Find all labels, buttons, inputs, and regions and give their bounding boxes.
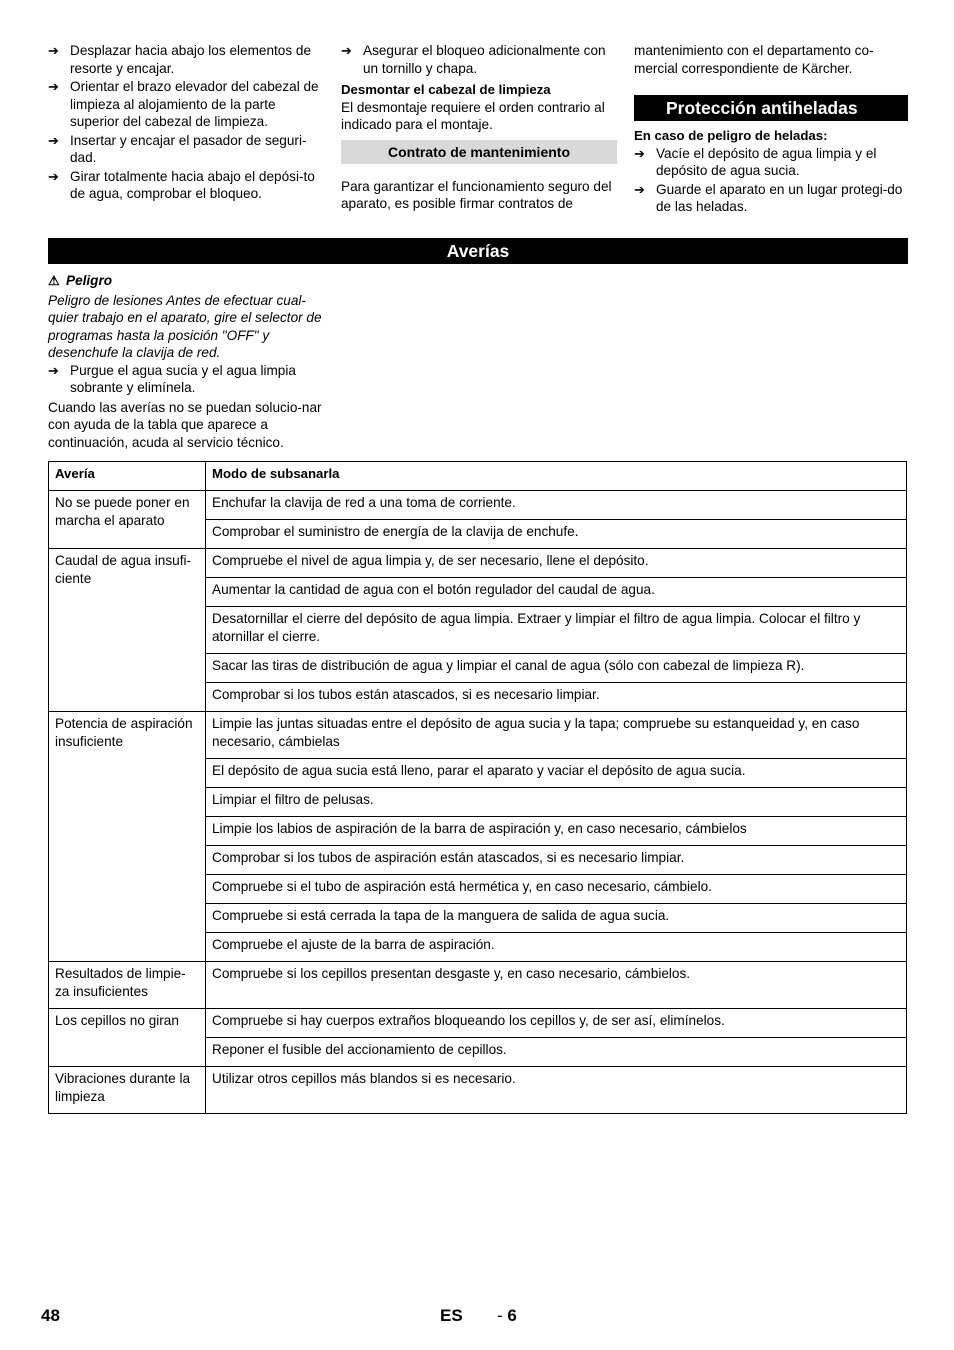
remedy-cell: Compruebe si el tubo de aspiración está hermética y, en caso necesario, cámbielo. xyxy=(206,875,907,904)
averias-note: Cuando las averías no se puedan solucio-nar con ayuda de la tabla que aparece a continuación, acuda al servicio técnico. xyxy=(48,399,322,450)
table-row xyxy=(49,1009,907,1038)
table-row xyxy=(49,491,907,520)
column-3 xyxy=(634,42,908,217)
fault-cell: No se puede poner en marcha el aparato xyxy=(49,491,206,549)
contrato-text-continued: mantenimiento con el departamento co-mercial correspondiente de Kärcher. xyxy=(634,43,874,76)
table-row xyxy=(49,712,907,759)
sub-page-number xyxy=(497,1307,517,1325)
language-code: ES xyxy=(440,1306,463,1325)
table-body xyxy=(49,491,907,1114)
arrow-right-icon: ➔ xyxy=(48,79,59,94)
arrow-right-icon: ➔ xyxy=(341,43,352,58)
table-row xyxy=(49,549,907,578)
list-item: ➔ Vacíe el depósito de agua limpia y el depósito de agua sucia. xyxy=(634,145,877,178)
averias-intro xyxy=(48,272,328,451)
list-item: ➔ Girar totalmente hacia abajo el depósi-to de agua, comprobar el bloqueo. xyxy=(48,168,315,201)
fault-cell: Resultados de limpie-za insuficientes xyxy=(49,962,206,1009)
column-1 xyxy=(48,42,322,204)
list-item: ➔ Purgue el agua sucia y el agua limpia sobrante y elimínela. xyxy=(48,362,296,395)
remedy-cell: Comprobar el suministro de energía de la clavija de enchufe. xyxy=(206,520,907,549)
remedy-cell: Limpie los labios de aspiración de la barra de aspiración y, en caso necesario, cámbielos xyxy=(206,817,907,846)
sub-page-value: 6 xyxy=(507,1306,517,1325)
arrow-right-icon: ➔ xyxy=(634,145,645,161)
remedy-cell: Aumentar la cantidad de agua con el botón regulador del caudal de agua. xyxy=(206,578,907,607)
warning-text: Peligro de lesiones Antes de efectuar cual-quier trabajo en el aparato, gire el selector de programas hasta la posición "OFF" y desenchufe la clavija de red. xyxy=(48,292,322,360)
remedy-cell: Compruebe el ajuste de la barra de aspiración. xyxy=(206,933,907,962)
list-item: ➔ Insertar y encajar el pasador de seguri-dad. xyxy=(48,132,307,165)
table-header-row xyxy=(49,462,907,491)
desmontaje-text: El desmontaje requiere el orden contrario al indicado para el montaje. xyxy=(341,99,605,132)
warning-label: Peligro xyxy=(66,273,113,288)
warning-header xyxy=(48,272,328,290)
fault-cell: Potencia de aspiración insuficiente xyxy=(49,712,206,962)
remedy-cell: Compruebe si está cerrada la tapa de la manguera de salida de agua sucia. xyxy=(206,904,907,933)
remedy-cell: Limpiar el filtro de pelusas. xyxy=(206,788,907,817)
remedy-cell: Sacar las tiras de distribución de agua y limpiar el canal de agua (sólo con cabezal de limpieza R). xyxy=(206,654,907,683)
arrow-right-icon: ➔ xyxy=(48,168,59,184)
fault-cell: Caudal de agua insufi-ciente xyxy=(49,549,206,712)
arrow-right-icon: ➔ xyxy=(48,43,59,58)
list-item: ➔ Desplazar hacia abajo los elementos de resorte y encajar. xyxy=(48,43,312,76)
remedy-cell: Limpie las juntas situadas entre el depósito de agua sucia y la tapa; compruebe su estanqueidad y, en caso necesario, cámbielas xyxy=(206,712,907,759)
list-item: ➔ Orientar el brazo elevador del cabezal de limpieza al alojamiento de la parte superior del cabezal de limpieza. xyxy=(48,79,319,129)
column-header-fault: Avería xyxy=(49,462,206,491)
contrato-text: Para garantizar el funcionamiento seguro del aparato, es posible firmar contratos de xyxy=(341,178,612,211)
fault-cell: Los cepillos no giran xyxy=(49,1009,206,1067)
remedy-cell: Reponer el fusible del accionamiento de cepillos. xyxy=(206,1038,907,1067)
remedy-cell: Comprobar si los tubos están atascados, si es necesario limpiar. xyxy=(206,683,907,712)
section-title-proteccion: Protección antiheladas xyxy=(634,95,908,121)
section-title-averias: Averías xyxy=(48,238,908,264)
warning-triangle-icon: ⚠ xyxy=(48,273,60,288)
arrow-right-icon: ➔ xyxy=(634,181,645,197)
remedy-cell: Enchufar la clavija de red a una toma de corriente. xyxy=(206,491,907,520)
remedy-cell: Comprobar si los tubos de aspiración están atascados, si es necesario limpiar. xyxy=(206,846,907,875)
table-row xyxy=(49,1067,907,1114)
list-item: ➔ Guarde el aparato en un lugar protegi-do de las heladas. xyxy=(634,181,903,214)
column-2 xyxy=(341,42,617,213)
page-dash: - xyxy=(497,1306,503,1325)
troubleshooting-table xyxy=(48,461,907,1114)
arrow-right-icon: ➔ xyxy=(48,132,59,148)
arrow-right-icon: ➔ xyxy=(48,362,59,378)
remedy-cell: Compruebe si los cepillos presentan desgaste y, en caso necesario, cámbielos. xyxy=(206,962,907,1009)
subheading-heladas: En caso de peligro de heladas: xyxy=(634,128,828,143)
table-row xyxy=(49,962,907,1009)
remedy-cell: Desatornillar el cierre del depósito de agua limpia. Extraer y limpiar el filtro de agua limpia. Colocar el filtro y atornillar el cierre. xyxy=(206,607,907,654)
remedy-cell: Utilizar otros cepillos más blandos si es necesario. xyxy=(206,1067,907,1114)
section-title-contrato: Contrato de mantenimiento xyxy=(341,140,617,164)
fault-cell: Vibraciones durante la limpieza xyxy=(49,1067,206,1114)
remedy-cell: Compruebe el nivel de agua limpia y, de ser necesario, llene el depósito. xyxy=(206,549,907,578)
page-number: 48 xyxy=(41,1306,60,1325)
column-header-remedy: Modo de subsanarla xyxy=(206,462,907,491)
remedy-cell: El depósito de agua sucia está lleno, parar el aparato y vaciar el depósito de agua sucia. xyxy=(206,759,907,788)
list-item: ➔ Asegurar el bloqueo adicionalmente con un tornillo y chapa. xyxy=(341,43,606,76)
subheading-desmontar: Desmontar el cabezal de limpieza xyxy=(341,82,551,97)
remedy-cell: Compruebe si hay cuerpos extraños bloqueando los cepillos y, de ser así, elimínelos. xyxy=(206,1009,907,1038)
